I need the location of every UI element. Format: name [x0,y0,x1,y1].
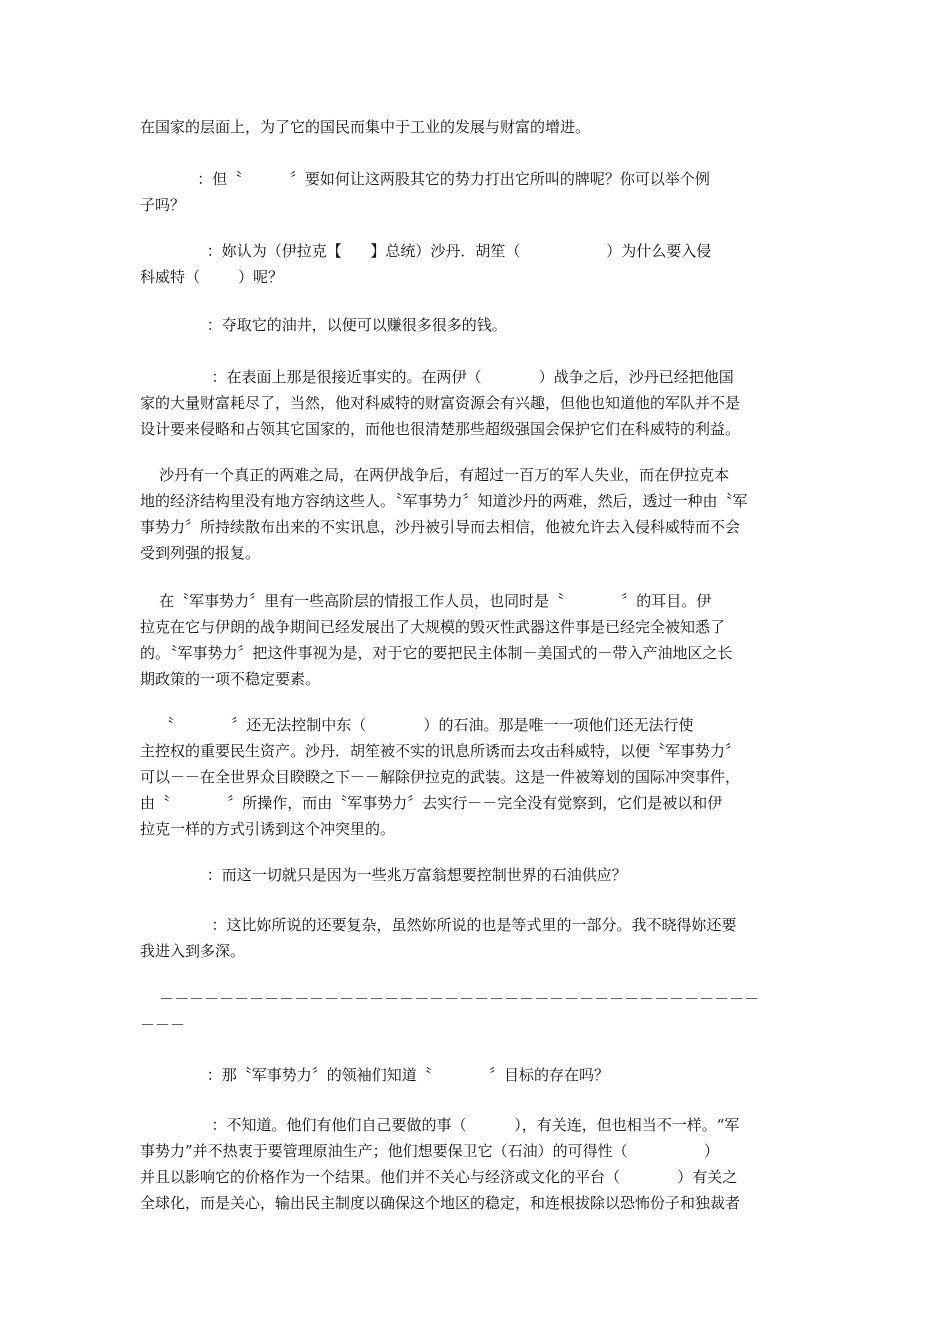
paragraph-6 [140,462,815,566]
text-line: 受到列强的报复。 [140,544,261,562]
text-line: 事势力”并不热衷于要管理原油生产；他们想要保卫它（石油）的可得性（ ） [140,1142,719,1160]
text-line: 期政策的一项不稳定要素。 [140,670,321,688]
text-line: 在〝军事势力〞里有一些高阶层的情报工作人员，也同时是〝 〞的耳目。伊 [140,592,712,610]
paragraph-12 [140,1062,815,1088]
text-line: 〝 〞还无法控制中东（ ）的石油。那是唯一一项他们还无法行使 [140,716,694,734]
paragraph-5 [140,364,815,442]
paragraph-8 [140,712,815,842]
paragraph-7 [140,588,815,692]
text-line: ：在表面上那是很接近事实的。在两伊（ ）战争之后，沙丹已经把他国 [140,368,734,386]
dashed-divider [140,986,815,1038]
text-line: 沙丹有一个真正的两难之局，在两伊战争后，有超过一百万的军人失业，而在伊拉克本 [140,466,730,484]
text-line: 主控权的重要民生资产。沙丹．胡笙被不实的讯息所诱而去攻击科威特，以便〝军事势力〞 [140,742,741,760]
text-line: 事势力〞所持续散布出来的不实讯息，沙丹被引导而去相信，他被允许去入侵科威特而不会 [140,518,741,536]
text-line: ：这比妳所说的还要复杂，虽然妳所说的也是等式里的一部分。我不晓得妳还要 [140,916,737,934]
text-line: 我进入到多深。 [140,942,246,960]
divider-line: －－－ [140,1016,186,1034]
text-line: 全球化，而是关心，输出民主制度以确保这个地区的稳定，和连根拔除以恐怖份子和独裁者 [140,1194,741,1212]
paragraph-10 [140,912,815,964]
paragraph-9 [140,862,815,888]
text-line: 设计要来侵略和占领其它国家的，而他也很清楚那些超级强国会保护它们在科威特的利益。 [140,420,741,438]
paragraph-1 [140,114,815,140]
text-line: 并且以影响它的价格作为一个结果。他们并不关心与经济或文化的平台（ ）有关之 [140,1168,738,1186]
text-line: 家的大量财富耗尽了，当然，他对科威特的财富资源会有兴趣，但他也知道他的军队并不是 [140,394,741,412]
text-line: ：不知道。他们有他们自己要做的事（ ），有关连，但也相当不一样。“军 [140,1116,740,1134]
text-line: 拉克一样的方式引诱到这个冲突里的。 [140,820,396,838]
text-line: 科威特（ ）呢？ [140,268,284,286]
paragraph-2 [140,166,815,218]
paragraph-3 [140,238,815,290]
text-line: ：那〝军事势力〞的领袖们知道〝 〞目标的存在吗？ [140,1066,609,1084]
paragraph-13 [140,1112,815,1216]
text-line: ：而这一切就只是因为一些兆万富翁想要控制世界的石油供应？ [140,866,627,884]
text-line: 地的经济结构里没有地方容纳这些人。〝军事势力〞知道沙丹的两难，然后，透过一种由〝军 [140,492,748,510]
text-line: 子吗？ [140,196,186,214]
text-line: 可以－－在全世界众目睽睽之下－－解除伊拉克的武装。这是一件被筹划的国际冲突事件， [140,768,741,786]
text-line: ：但〝 〞要如何让这两股其它的势力打出它所叫的牌呢？你可以举个例 [140,170,710,188]
divider-line: －－－－－－－－－－－－－－－－－－－－－－－－－－－－－－－－－－－－－－－－ [140,990,760,1008]
text-line: 由〝 〞所操作，而由〝军事势力〞去实行－－完全没有觉察到，它们是被以和伊 [140,794,723,812]
text-line: ：夺取它的油井，以便可以赚很多很多的钱。 [140,316,507,334]
paragraph-4 [140,312,815,338]
text-line: ：妳认为（伊拉克【 】总统）沙丹．胡笙（ ）为什么要入侵 [140,242,712,260]
text-line: 在国家的层面上，为了它的国民而集中于工业的发展与财富的增进。 [140,118,591,136]
text-line: 的。〝军事势力〞把这件事视为是，对于它的要把民主体制－美国式的－带入产油地区之长 [140,644,733,662]
text-line: 拉克在它与伊朗的战争期间已经发展出了大规模的毁灭性武器这件事是已经完全被知悉了 [140,618,726,636]
